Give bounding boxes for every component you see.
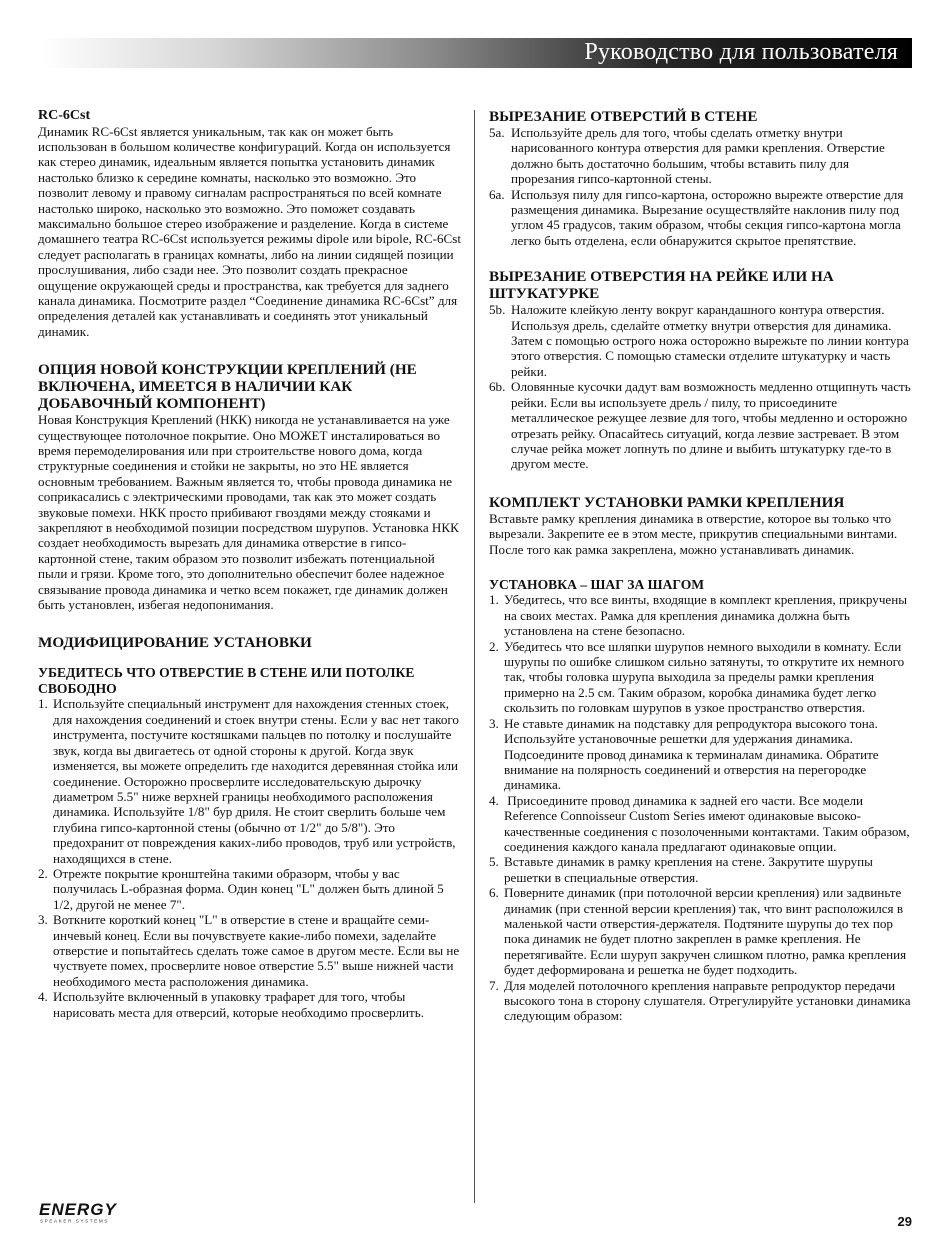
list-item: 1. Используйте специальный инструмент для нахождения стенных стоек, для нахождения соединений и стоек внутри стены. Если у вас нет такого инструмента, постучите костяшками пальцев по потолку и послушайте звук, когда вы двигаетесь от одной стороны к другой. Когда звук изменяется, вы можете определить где находится деревянная стойка или соединение. Осторожно просверлите исследовательскую дырочку диаметром 5.5" ниже верхней границы необходимого расположения динамика. Используйте 1/8" бур дриля. Не стоит сверлить больше чем глубина гипсо-картонной стены (обычно от 1/2" до 5/8"). Это предохранит от повреждения каких-либо проводов, труб или устройств, находящихся в стене. — [38, 696, 459, 866]
new-construction-title: ОПЦИЯ НОВОЙ КОНСТРУКЦИИ КРЕПЛЕНИЙ (НЕ ВКЛЮЧЕНА, ИМЕЕТСЯ В НАЛИЧИИ КАК ДОБАВОЧНЫЙ КОМПОНЕНТ) — [38, 361, 417, 413]
right-column — [489, 108, 913, 1040]
column-divider — [474, 110, 475, 1203]
list-item: 6a. Используя пилу для гипсо-картона, осторожно вырежте отверстие для размещения динамика. Вырезание осуществляйте наклонив пилу под углом 45 градусов, таким образом, чтобы секция гипсо-картона могла легко быть отделена, если обнаружится скрытое препятствие. — [489, 186, 904, 248]
rc6cst-section — [38, 108, 464, 339]
header-bar — [40, 38, 912, 68]
rc6cst-body: Динамик RC-6Cst является уникальным, так как он может быть использован в большом количестве конфигураций. Когда он используется как стерео динамик, идеальным является попытка установить динамик настолько близко к середине комнаты, насколько это возможно. Это позволит левому и правому сигналам распространяться по всей комнате настолько широко, насколько это возможно. Это поможет создавать максимально большое стерео изображение и разделение. Когда в системе домашнего театра RC-6Cst используется режимы dipole или bipole, RC-6Cst следует располагать в границах комнаты, либо на линии сидящей позиции прослушивания, либо сзади нее. Это позволит создать прекрасное ощущение окружающей среды и пространства, как требуется для заднего канала динамика. Посмотрите раздел “Соединение динамика RC-6Cst” для определения деталей как устанавливать и соединять этот уникальный динамик. — [38, 123, 462, 339]
lath-cut-title: ВЫРЕЗАНИЕ ОТВЕРСТИЯ НА РЕЙКЕ ИЛИ НА ШТУКАТУРКЕ — [489, 268, 834, 303]
list-item: 5. Вставьте динамик в рамку крепления на стене. Закрутите шурупы решетки в специальные отверстия. — [489, 854, 873, 885]
list-item: 4. Используйте включенный в упаковку трафарет для того, чтобы нарисовать места для отверсий, которые необходимо просверлить. — [38, 989, 424, 1020]
logo-wordmark: ENERGY — [39, 1200, 117, 1219]
page-number: 29 — [897, 1214, 912, 1229]
list-item: 5a. Используйте дрель для того, чтобы сделать отметку внутри нарисованного контура отверстия для рамки крепления. Отверстие должно быть достаточно большим, чтобы вставить пилу для прорезания гипсо-картонной стены. — [489, 125, 885, 187]
modification-subtitle: УБЕДИТЕСЬ ЧТО ОТВЕРСТИЕ В СТЕНЕ ИЛИ ПОТОЛКЕ СВОБОДНО — [38, 665, 415, 696]
lath-cut-list — [489, 302, 913, 471]
wall-cut-title: ВЫРЕЗАНИЕ ОТВЕРСТИЙ В СТЕНЕ — [489, 108, 758, 125]
energy-logo — [38, 1198, 138, 1224]
list-item: 3. Воткните короткий конец "L" в отверстие в стене и вращайте семи-инчевый конец. Если вы почувствуете какие-либо помехи, заделайте отверстие и попытайтесь сделать тоже самое в другом месте. Если вы не чуствуете помех, просверлите новое отверстие 5.5" выше нижней части необходимого места расположения динамика. — [38, 912, 460, 989]
logo-subtext: SPEAKER SYSTEMS — [40, 1218, 109, 1224]
wall-cut-section — [489, 108, 913, 248]
new-construction-body: Новая Конструкция Креплений (НКК) никогда не устанавливается на уже существующее потолочное покрытие. Оно МОЖЕТ инсталироваться во время перемоделирования или при строительстве нового дома, когда структурные соединения и стойки не закрыты, но это НЕ является основным требованием. Важным является то, чтобы провода динамика не соприкасались с электрическими проводами, так как это может создать звуковые помехи. НКК просто прибивают гвоздями между стояками и закрепляют в необходимой позиции посредством шурупов. Установка НКК создает необходимость вырезать для динамика отверстие в гипсо-картонной стене, таким образом это позволит избежать потенциальной пыли и грязи. Кроме того, это дополнительно обеспечит более надежное связывание провода динамика и четко всем покажет, где динамик должен быть установлен, избегая недопонимания. — [38, 412, 459, 613]
list-item: 4. Присоедините провод динамика к задней его части. Все модели Reference Connoisseur Custom Series имеют одинаковые высоко-качественные соединения с позолоченными контактами. Таким образом, соединения каждого канала предлагают одинаковые опции. — [489, 792, 910, 854]
frame-kit-section — [489, 494, 913, 557]
modification-list — [38, 696, 464, 1020]
modification-title: МОДИФИЦИРОВАНИЕ УСТАНОВКИ — [38, 634, 312, 652]
list-item: 6. Поверните динамик (при потолочной версии крепления) или задвиньте динамик (при стенной версии крепления) так, что винт расположился в маленькой части отверстия-держателя. Подтяните шурупы до тех пор пока динамик не будет плотно закреплен в рамке крепления. Не перетягивайте. Если шуруп закручен слишком плотно, рамка крепления будет деформирована и решетка не будет подходить. — [489, 885, 907, 978]
new-construction-section — [38, 361, 464, 612]
wall-cut-list — [489, 125, 913, 248]
lath-cut-section — [489, 268, 913, 471]
list-item: 6b. Оловянные кусочки дадут вам возможность медленно отщипнуть часть рейки. Если вы используете дрель / пилу, то присоедините металлическое режущее лезвие для того, чтобы медленно и осторожно отрезать рейку. Опасайтесь ситуаций, когда лезвие застревает. В этом случае рейка может лопнуть по длине и выбить штукатурку где-то в другом месте. — [489, 379, 911, 472]
list-item: 3. Не ставьте динамик на подставку для репродуктора высокого тона. Используйте установочные решетки для удержания динамика. Подсоедините провод динамика к терминалам динамика. Обратите внимание на полярность соединений и отверстия на перегородке динамика. — [489, 715, 879, 793]
list-item: 2. Убедитесь что все шляпки шурупов немного выходили в комнату. Если шурупы по ошибке слишком сильно затянуты, то открутите их немного так, чтобы головка шурупа выходила за пределы рамки крепления примерно на 2.5 см. Таким образом, коробка динамика будет легко скользить по головкам шурупов в узкое пространство отверстия. — [489, 638, 905, 716]
step-by-step-title: УСТАНОВКА – ШАГ ЗА ШАГОМ — [489, 576, 705, 592]
step-by-step-section — [489, 577, 913, 1024]
page-title: Руководство для пользователя — [584, 39, 898, 65]
frame-kit-body: Вставьте рамку крепления динамика в отверстие, которое вы только что вырезали. Закрепите ее в этом месте, прикрутив специальными винтами. После того как рамка закреплена, можно устанавливать динамик. — [489, 510, 898, 557]
step-by-step-list — [489, 592, 913, 1023]
modification-section — [38, 634, 464, 1020]
list-item: 2. Отрежте покрытие кронштейна такими образорм, чтобы у вас получилась L-образная форма. Один конец "L" должен быть длиной 5 1/2, другой не менее 7". — [38, 865, 444, 912]
list-item: 7. Для моделей потолочного крепления направьте репродуктор передачи высокого тона в сторону слушателя. Отрегулируйте установки динамика следующим образом: — [489, 977, 911, 1024]
list-item: 5b. Наложите клейкую ленту вокруг карандашного контура отверстия. Используя дрель, сделайте отметку внутри отверстия для динамика. Затем с помощью острого ножа осторожно вырежьте по линии контура этого отверстия. С помощью стамески отделите штукатурку и часть рейки. — [489, 302, 909, 379]
list-item: 1. Убедитесь, что все винты, входящие в комплект крепления, прикручены на своих местах. Рамка для крепления динамика должна быть установлена на стене безопасно. — [489, 592, 908, 639]
frame-kit-title: КОМПЛЕКТ УСТАНОВКИ РАМКИ КРЕПЛЕНИЯ — [489, 493, 845, 511]
left-column — [38, 108, 464, 1036]
rc6cst-title: RC-6Cst — [38, 108, 91, 123]
